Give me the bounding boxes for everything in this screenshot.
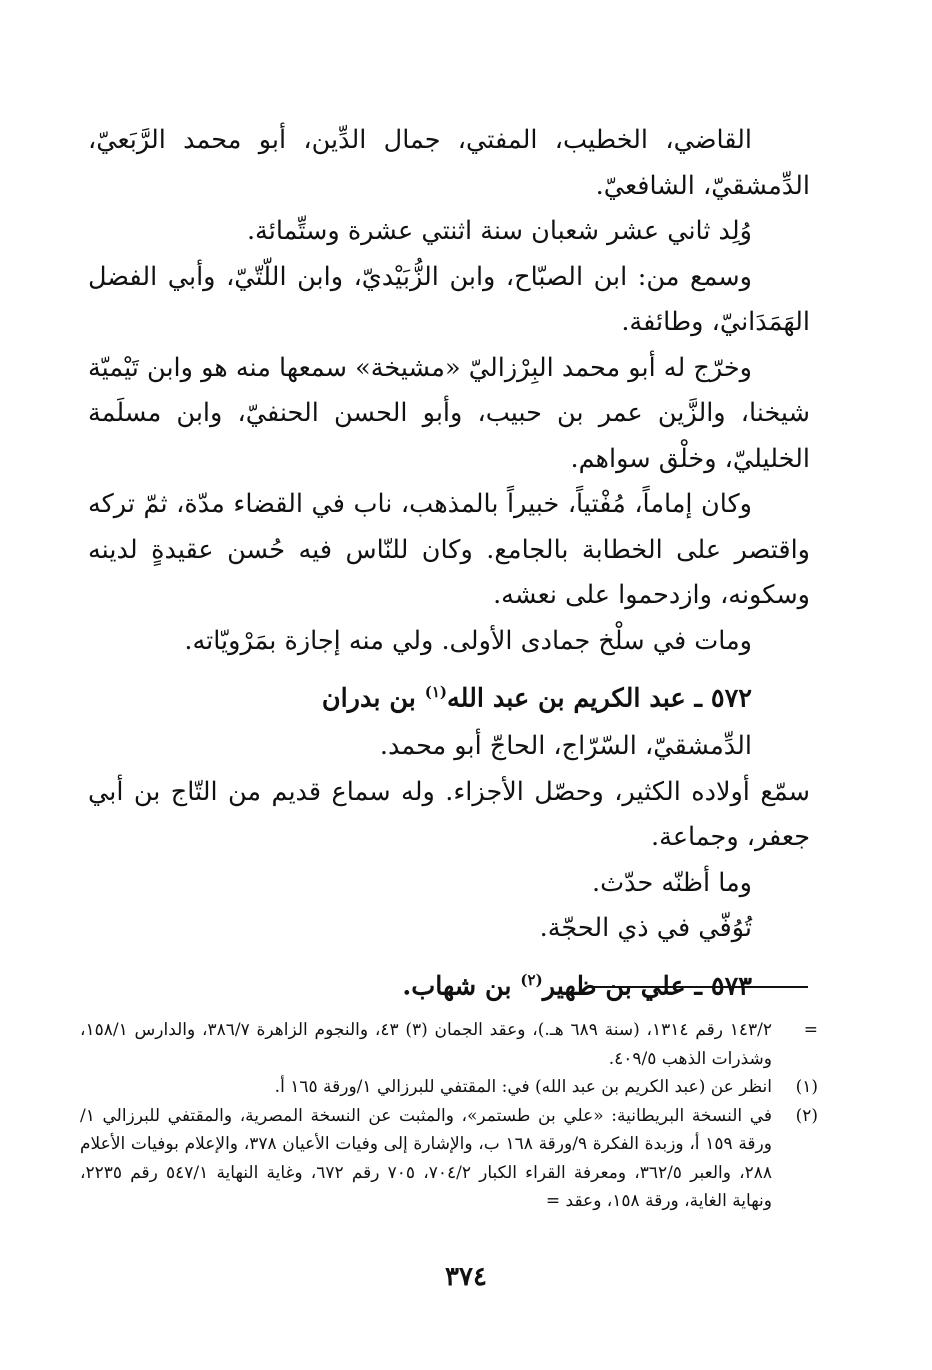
footnote-ref-1: (١) bbox=[424, 683, 448, 701]
entry-572-hearing: سمّع أولاده الكثير، وحصّل الأجزاء. وله سماع قديم من التّاج بن أبي جعفر، وجماعة. bbox=[88, 776, 810, 852]
entry-572-death: تُوُفّي في ذي الحجّة. bbox=[539, 913, 752, 943]
entry-572-title: ٥٧٢ ـ عبد الكريم بن عبد الله bbox=[447, 683, 752, 714]
footnote-2-number: (٢) bbox=[795, 1105, 818, 1126]
footnote-divider bbox=[588, 986, 808, 988]
entry-572-heading bbox=[88, 670, 810, 722]
footnotes bbox=[80, 1016, 818, 1216]
paragraph-birth: وُلِد ثاني عشر شعبان سنة اثنتي عشرة وستِّمائة. bbox=[246, 216, 752, 246]
footnote-2 bbox=[80, 1102, 818, 1216]
footnote-1 bbox=[80, 1073, 818, 1102]
footnote-continued-text: ١٤٣/٢ رقم ١٣١٤، (سنة ٦٨٩ هـ.)، وعقد الجمان (٣) ٤٣، والنجوم الزاهرة ٣٨٦/٧، والدارس ١٥٨/١، وشذرات الذهب ٤٠٩/٥. bbox=[80, 1020, 772, 1069]
paragraph-career: وكان إماماً، مُفْتياً، خبيراً بالمذهب، ناب في القضاء مدّة، ثمّ تركه واقتصر على الخطابة بالجامع. وكان للنّاس فيه حُسن عقيدةٍ لدينه وسكونه، وازدحموا على نعشه. bbox=[88, 489, 810, 610]
page-number: ٣٧٤ bbox=[445, 1262, 487, 1292]
entry-572-narration: وما أظنّه حدّث. bbox=[592, 867, 752, 898]
paragraph-titles: القاضي، الخطيب، المفتي، جمال الدِّين، أبو محمد الرَّبَعيّ، الدِّمشقيّ، الشافعيّ. bbox=[88, 125, 810, 201]
footnote-continued bbox=[80, 1016, 818, 1073]
main-text bbox=[88, 118, 810, 1012]
paragraph-students: وخرّج له أبو محمد البِرْزاليّ «مشيخة» سمعها منه هو وابن تَيْميّة شيخنا، والزَّين عمر بن حبيب، وأبو الحسن الحنفيّ، وابن مسلَمة الخليليّ، وخلْق سواهم. bbox=[88, 352, 810, 474]
entry-572-title-end: بن بدران bbox=[321, 683, 425, 714]
entry-573-title: ٥٧٣ ـ علي بن ظهير bbox=[542, 971, 752, 1001]
footnote-continued-mark: = bbox=[803, 1020, 818, 1040]
paragraph-teachers: وسمع من: ابن الصبّاح، وابن الزُّبَيْديّ، وابن اللّتّيّ، وأبي الفضل الهَمَدَانيّ، وطائفة. bbox=[88, 261, 810, 337]
footnote-2-text: في النسخة البريطانية: «علي بن طستمر»، والمثبت عن النسخة المصرية، والمقتفي للبرزالي ١/ورقة ١٥٩ أ، وزبدة الفكرة ٩/ورقة ١٦٨ ب، والإشارة إلى وفيات الأعيان ٣٧٨، والإعلام بوفيات الأعلام ٢٨٨، والعبر ٣٦٢/٥، ومعرفة القراء الكبار ٧٠٤/٢، ٧٠٥ رقم ٦٧٢، وغاية النهاية ٥٤٧/١ رقم ٢٢٣٥، ونهاية الغاية، ورقة ١٥٨، وعقد = bbox=[80, 1105, 772, 1211]
footnote-1-number: (١) bbox=[795, 1077, 818, 1097]
entry-572-nisba: الدِّمشقيّ، السّرّاج، الحاجّ أبو محمد. bbox=[379, 731, 752, 761]
entry-573-heading bbox=[88, 958, 810, 1010]
footnote-ref-2: (٢) bbox=[520, 970, 543, 989]
entry-573-title-end: بن شهاب. bbox=[402, 971, 521, 1001]
paragraph-death: ومات في سلْخ جمادى الأولى. ولي منه إجازة بمَرْويّاته. bbox=[184, 625, 752, 656]
footnote-1-text: انظر عن (عبد الكريم بن عبد الله) في: المقتفي للبرزالي ١/ورقة ١٦٥ أ. bbox=[274, 1077, 772, 1097]
